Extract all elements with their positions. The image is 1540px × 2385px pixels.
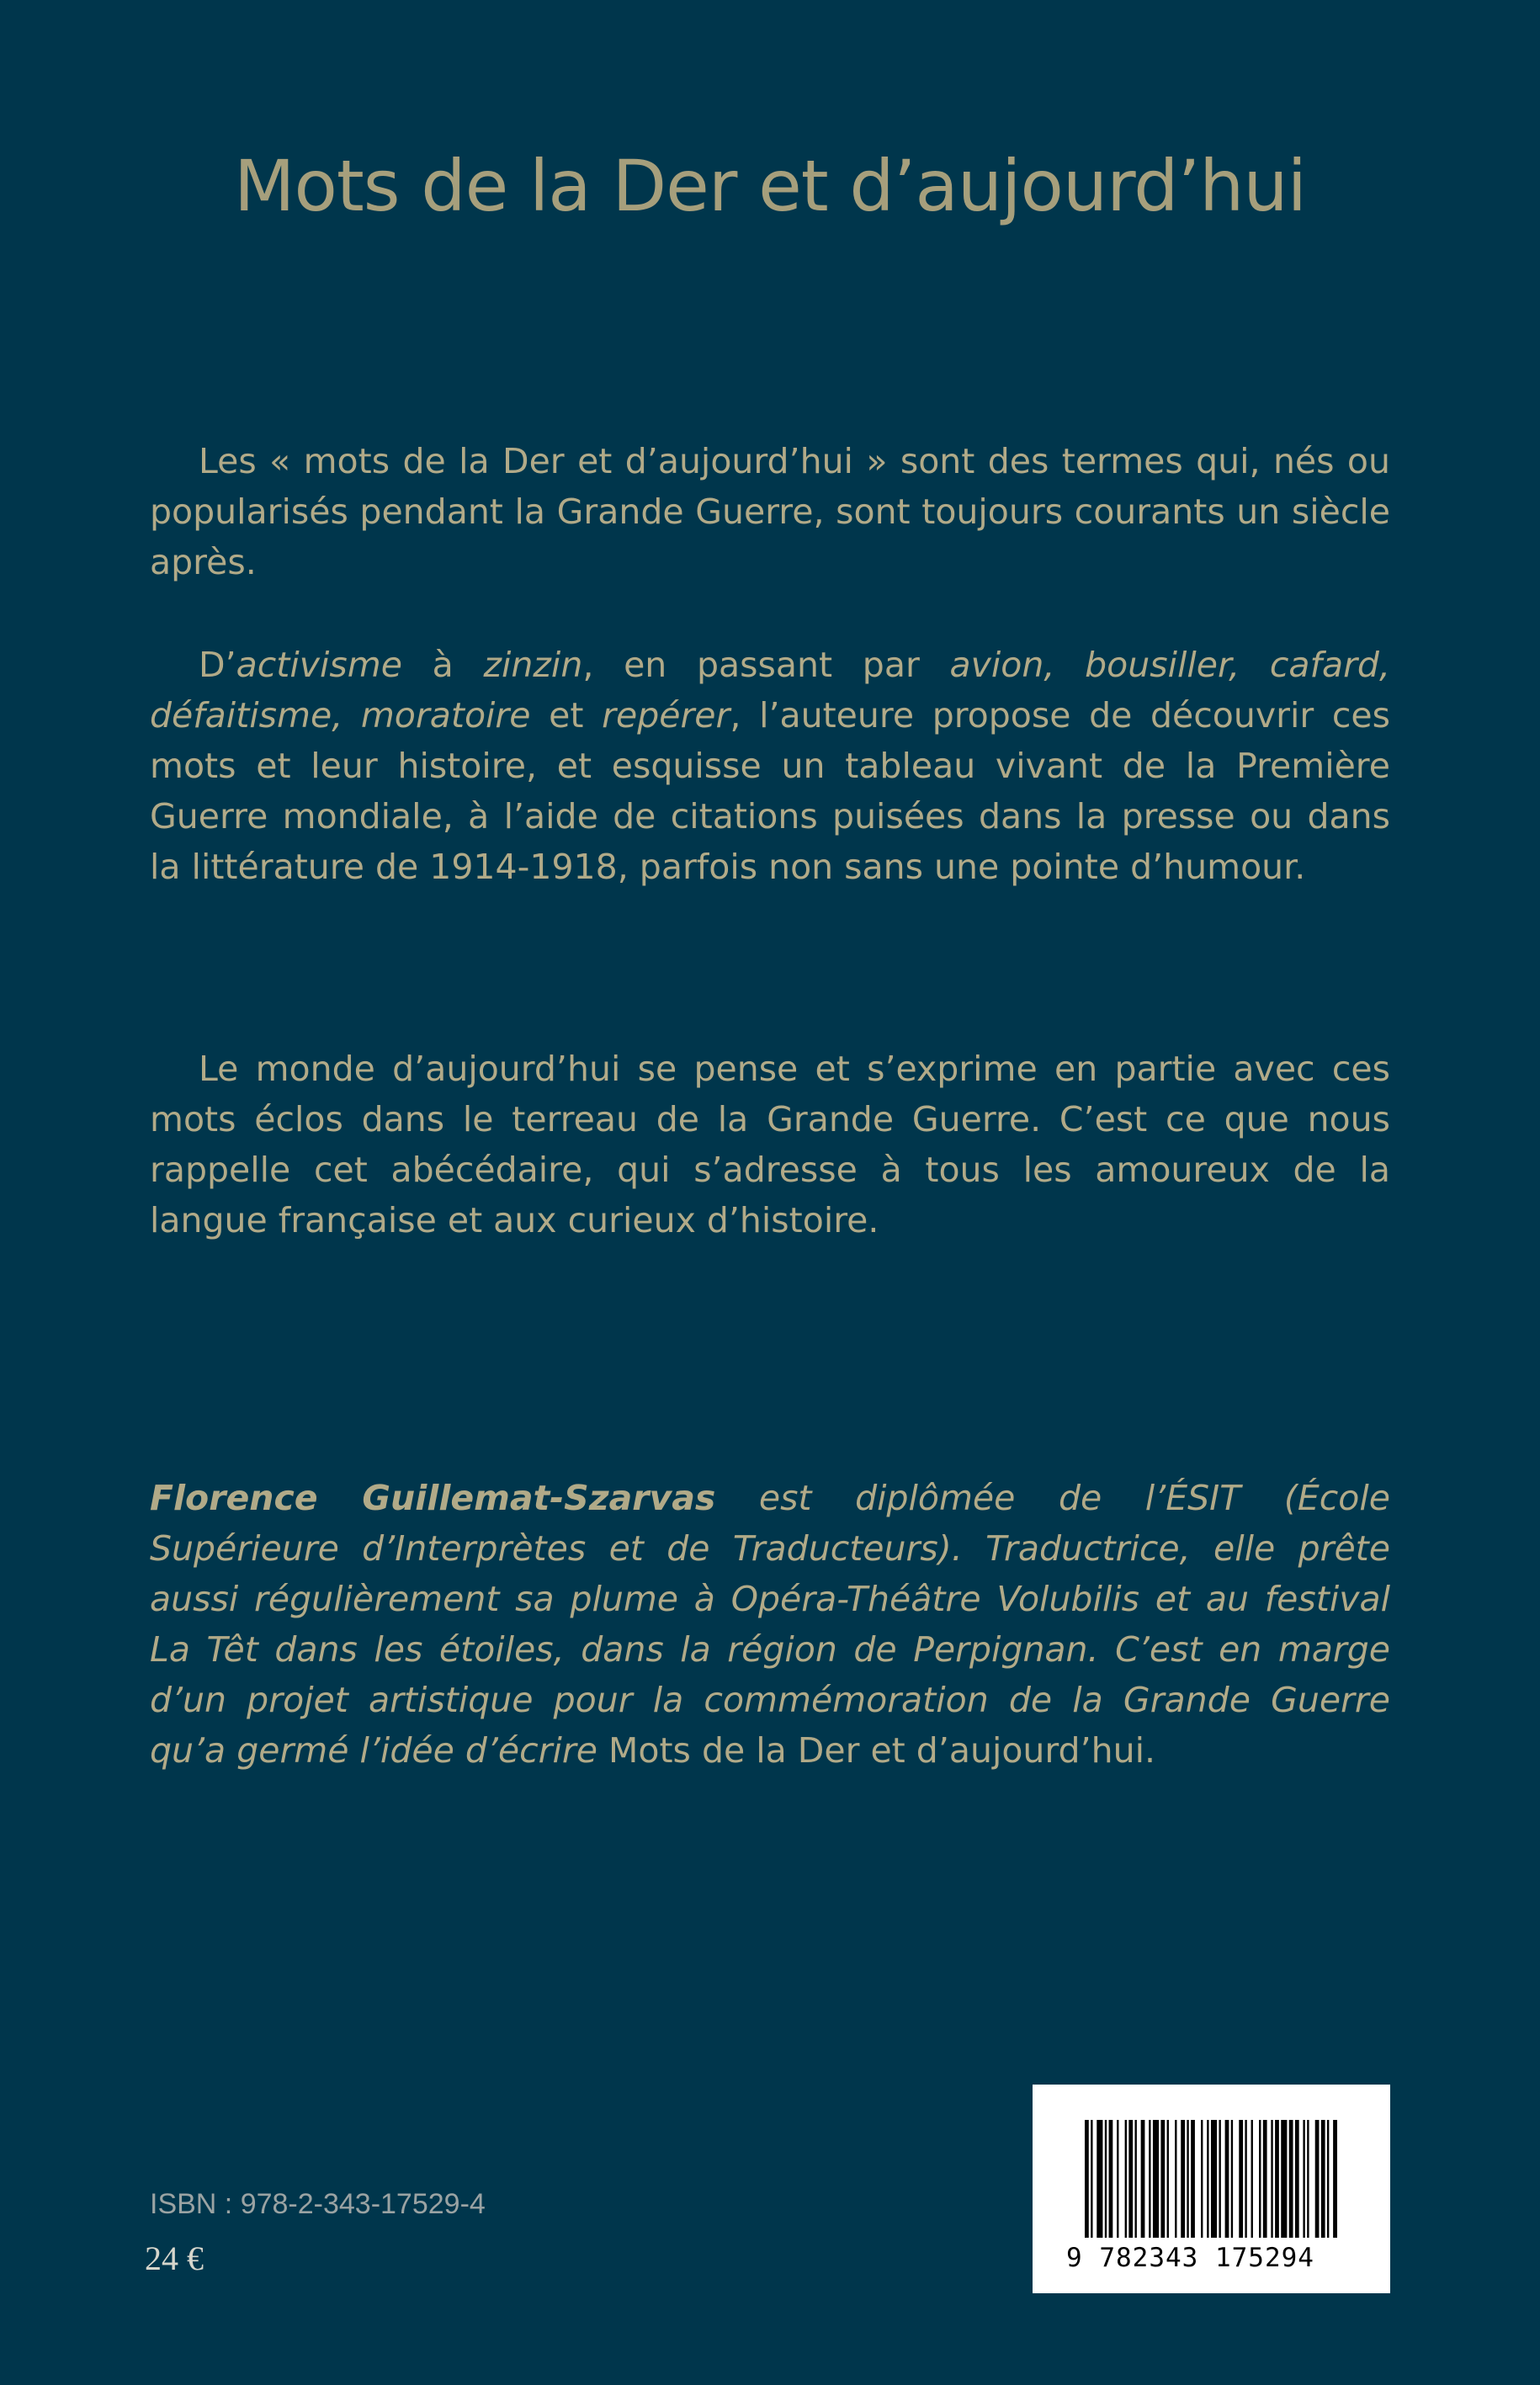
barcode-bars xyxy=(1085,2120,1337,2238)
barcode-bar xyxy=(1211,2120,1217,2238)
barcode-bar xyxy=(1125,2120,1127,2238)
barcode xyxy=(1033,2085,1390,2293)
barcode-bar xyxy=(1201,2120,1203,2238)
author-bio-book-title: Mots de la Der et d’aujourd’hui xyxy=(608,1730,1144,1771)
barcode-bar xyxy=(1295,2120,1299,2238)
barcode-bar xyxy=(1141,2120,1145,2238)
barcode-bar xyxy=(1321,2120,1325,2238)
barcode-bar xyxy=(1160,2120,1165,2238)
author-bio-end: . xyxy=(1144,1730,1156,1771)
barcode-bar xyxy=(1271,2120,1272,2238)
barcode-bar xyxy=(1085,2120,1089,2238)
p2-word-reperer: repérer xyxy=(602,695,730,736)
price: 24 € xyxy=(145,2239,204,2277)
author-bio xyxy=(150,1473,1390,1776)
p2-text-2: à xyxy=(401,645,484,685)
p2-word-activisme: activisme xyxy=(236,645,402,685)
barcode-bar xyxy=(1263,2120,1267,2238)
barcode-bar xyxy=(1128,2120,1133,2238)
barcode-bar xyxy=(1149,2120,1150,2238)
barcode-bar xyxy=(1245,2120,1246,2238)
barcode-bar xyxy=(1315,2120,1320,2238)
barcode-bar xyxy=(1153,2120,1159,2238)
barcode-bar xyxy=(1307,2120,1309,2238)
description-paragraph-2 xyxy=(150,640,1390,892)
barcode-bar xyxy=(1251,2120,1253,2238)
barcode-bar xyxy=(1333,2120,1337,2238)
barcode-bar xyxy=(1327,2120,1329,2238)
barcode-bar xyxy=(1135,2120,1137,2238)
barcode-digits: 9 782343 175294 xyxy=(1066,2243,1314,2273)
author-name: Florence Guillemat-Szarvas xyxy=(150,1478,716,1518)
author-bio-text: est diplômée de l’ÉSIT (École Supérieure d’Interprètes et de Traducteurs). Traductrice, elle prête aussi régulièrement sa plume à Opéra-Théâtre Volubilis et au festival La Têt dans les étoiles, dans la région de Perpignan. C’est en marge d’un projet artistique pour la commémoration de la Grande Guerre qu’a germé l’idée d’écrire xyxy=(150,1478,1391,1771)
isbn: ISBN : 978-2-343-17529-4 xyxy=(150,2188,486,2220)
barcode-bar xyxy=(1091,2120,1092,2238)
barcode-bar xyxy=(1109,2120,1113,2238)
barcode-bar xyxy=(1275,2120,1279,2238)
p2-text-4: et xyxy=(530,695,603,736)
p2-text-1: D’ xyxy=(199,645,236,685)
barcode-bar xyxy=(1191,2120,1195,2238)
p2-text-5: , l’auteure propose de découvrir ces mots et leur histoire, et esquisse un tableau vivant de la Première Guerre mondiale, à l’aide de citations puisées dans la presse ou dans la littérature de 1914-1918, parfois non sans une pointe d’humour. xyxy=(150,695,1390,887)
barcode-bar xyxy=(1239,2120,1243,2238)
p2-word-zinzin: zinzin xyxy=(483,645,583,685)
p2-text-3: , en passant par xyxy=(582,645,950,685)
barcode-bar xyxy=(1219,2120,1220,2238)
barcode-bar xyxy=(1181,2120,1185,2238)
barcode-bar xyxy=(1097,2120,1102,2238)
barcode-bar xyxy=(1187,2120,1188,2238)
barcode-bar xyxy=(1167,2120,1169,2238)
description-paragraph-1: Les « mots de la Der et d’aujourd’hui » sont des termes qui, nés ou popularisés pendant la Grande Guerre, sont toujours courants un siècle après. xyxy=(150,441,1390,582)
p2-word-list: avion, bousiller, cafard, défaitisme, moratoire xyxy=(150,645,1390,736)
description-paragraph-3: Le monde d’aujourd’hui se pense et s’exprime en partie avec ces mots éclos dans le terreau de la Grande Guerre. C’est ce que nous rappelle cet abécédaire, qui s’adresse à tous les amoureux de la langue française et aux curieux d’histoire. xyxy=(150,1049,1390,1240)
barcode-bar xyxy=(1303,2120,1304,2238)
barcode-bar xyxy=(1281,2120,1287,2238)
book-title: Mots de la Der et d’aujourd’hui xyxy=(234,145,1306,227)
barcode-bar xyxy=(1289,2120,1293,2238)
barcode-bar xyxy=(1207,2120,1208,2238)
barcode-bar xyxy=(1259,2120,1261,2238)
barcode-bar xyxy=(1105,2120,1107,2238)
barcode-bar xyxy=(1231,2120,1233,2238)
barcode-bar xyxy=(1117,2120,1118,2238)
barcode-bar xyxy=(1225,2120,1229,2238)
barcode-bar xyxy=(1175,2120,1176,2238)
